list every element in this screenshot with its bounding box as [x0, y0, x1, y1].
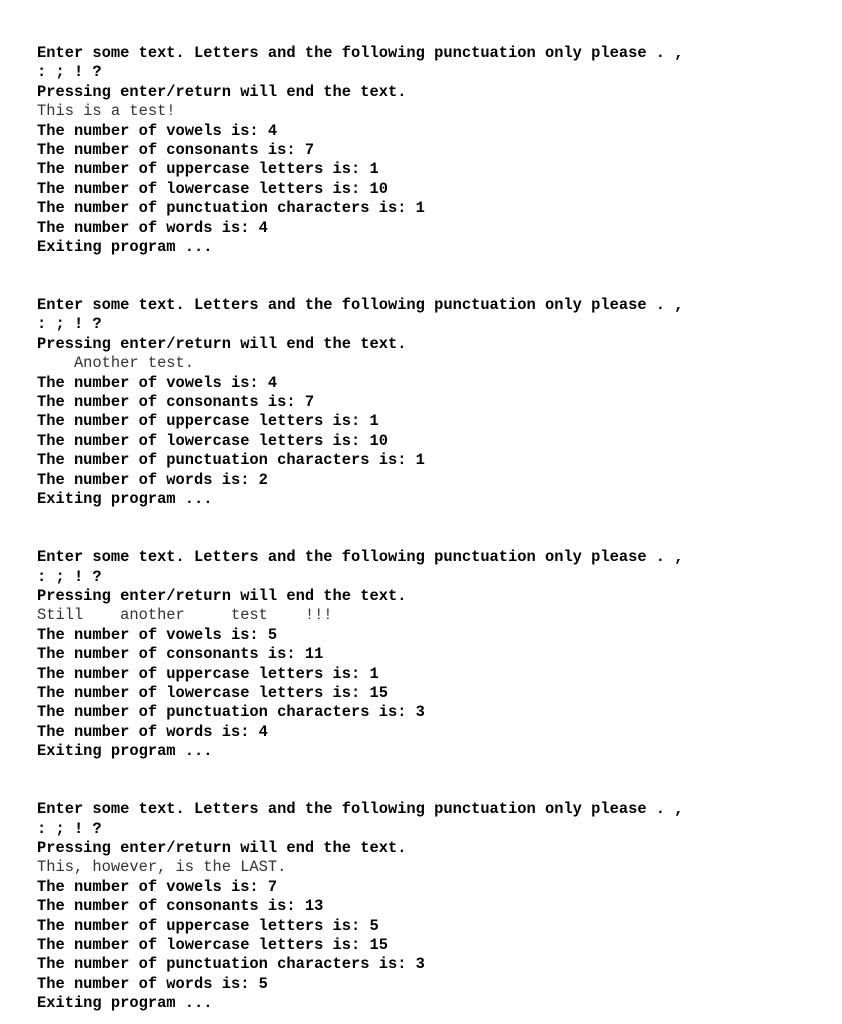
prompt-line-3: Pressing enter/return will end the text.: [37, 334, 407, 353]
prompt-line-2: : ; ! ?: [37, 567, 102, 586]
vowels-count: The number of vowels is: 4: [37, 373, 278, 392]
uppercase-count: The number of uppercase letters is: 1: [37, 160, 379, 179]
user-input-text: Another test.: [37, 354, 195, 373]
program-run-2: [37, 296, 827, 509]
user-input-text: Still another test !!!: [37, 606, 333, 625]
consonants-count: The number of consonants is: 7: [37, 140, 315, 159]
uppercase-count: The number of uppercase letters is: 5: [37, 916, 379, 935]
consonants-count: The number of consonants is: 13: [37, 897, 324, 916]
lowercase-count: The number of lowercase letters is: 15: [37, 683, 388, 702]
vowels-count: The number of vowels is: 5: [37, 625, 278, 644]
exit-message: Exiting program ...: [37, 994, 213, 1013]
punctuation-count: The number of punctuation characters is: 3: [37, 955, 425, 974]
uppercase-count: The number of uppercase letters is: 1: [37, 664, 379, 683]
words-count: The number of words is: 4: [37, 218, 268, 237]
punctuation-count: The number of punctuation characters is: 1: [37, 199, 425, 218]
prompt-line-2: : ; ! ?: [37, 315, 102, 334]
vowels-count: The number of vowels is: 4: [37, 121, 278, 140]
punctuation-count: The number of punctuation characters is: 3: [37, 703, 425, 722]
prompt-line-3: Pressing enter/return will end the text.: [37, 586, 407, 605]
console-output: [37, 44, 827, 1014]
exit-message: Exiting program ...: [37, 742, 213, 761]
prompt-line-3: Pressing enter/return will end the text.: [37, 82, 407, 101]
consonants-count: The number of consonants is: 7: [37, 393, 315, 412]
punctuation-count: The number of punctuation characters is: 1: [37, 451, 425, 470]
exit-message: Exiting program ...: [37, 490, 213, 508]
program-run-3: [37, 548, 827, 761]
user-input-text: This, however, is the LAST.: [37, 858, 287, 877]
words-count: The number of words is: 4: [37, 722, 268, 741]
uppercase-count: The number of uppercase letters is: 1: [37, 412, 379, 431]
prompt-line-2: : ; ! ?: [37, 819, 102, 838]
prompt-line-1: Enter some text. Letters and the following punctuation only please . ,: [37, 296, 684, 315]
prompt-line-3: Pressing enter/return will end the text.: [37, 839, 407, 858]
exit-message: Exiting program ...: [37, 237, 213, 256]
consonants-count: The number of consonants is: 11: [37, 645, 324, 664]
lowercase-count: The number of lowercase letters is: 15: [37, 936, 388, 955]
lowercase-count: The number of lowercase letters is: 10: [37, 179, 388, 198]
prompt-line-2: : ; ! ?: [37, 63, 102, 82]
program-run-4: [37, 800, 827, 1013]
prompt-line-1: Enter some text. Letters and the following punctuation only please . ,: [37, 44, 684, 62]
user-input-text: This is a test!: [37, 102, 176, 121]
lowercase-count: The number of lowercase letters is: 10: [37, 431, 388, 450]
program-run-1: [37, 44, 827, 257]
vowels-count: The number of vowels is: 7: [37, 877, 278, 896]
prompt-line-1: Enter some text. Letters and the following punctuation only please . ,: [37, 548, 684, 567]
words-count: The number of words is: 5: [37, 974, 268, 993]
words-count: The number of words is: 2: [37, 470, 268, 489]
prompt-line-1: Enter some text. Letters and the following punctuation only please . ,: [37, 800, 684, 819]
